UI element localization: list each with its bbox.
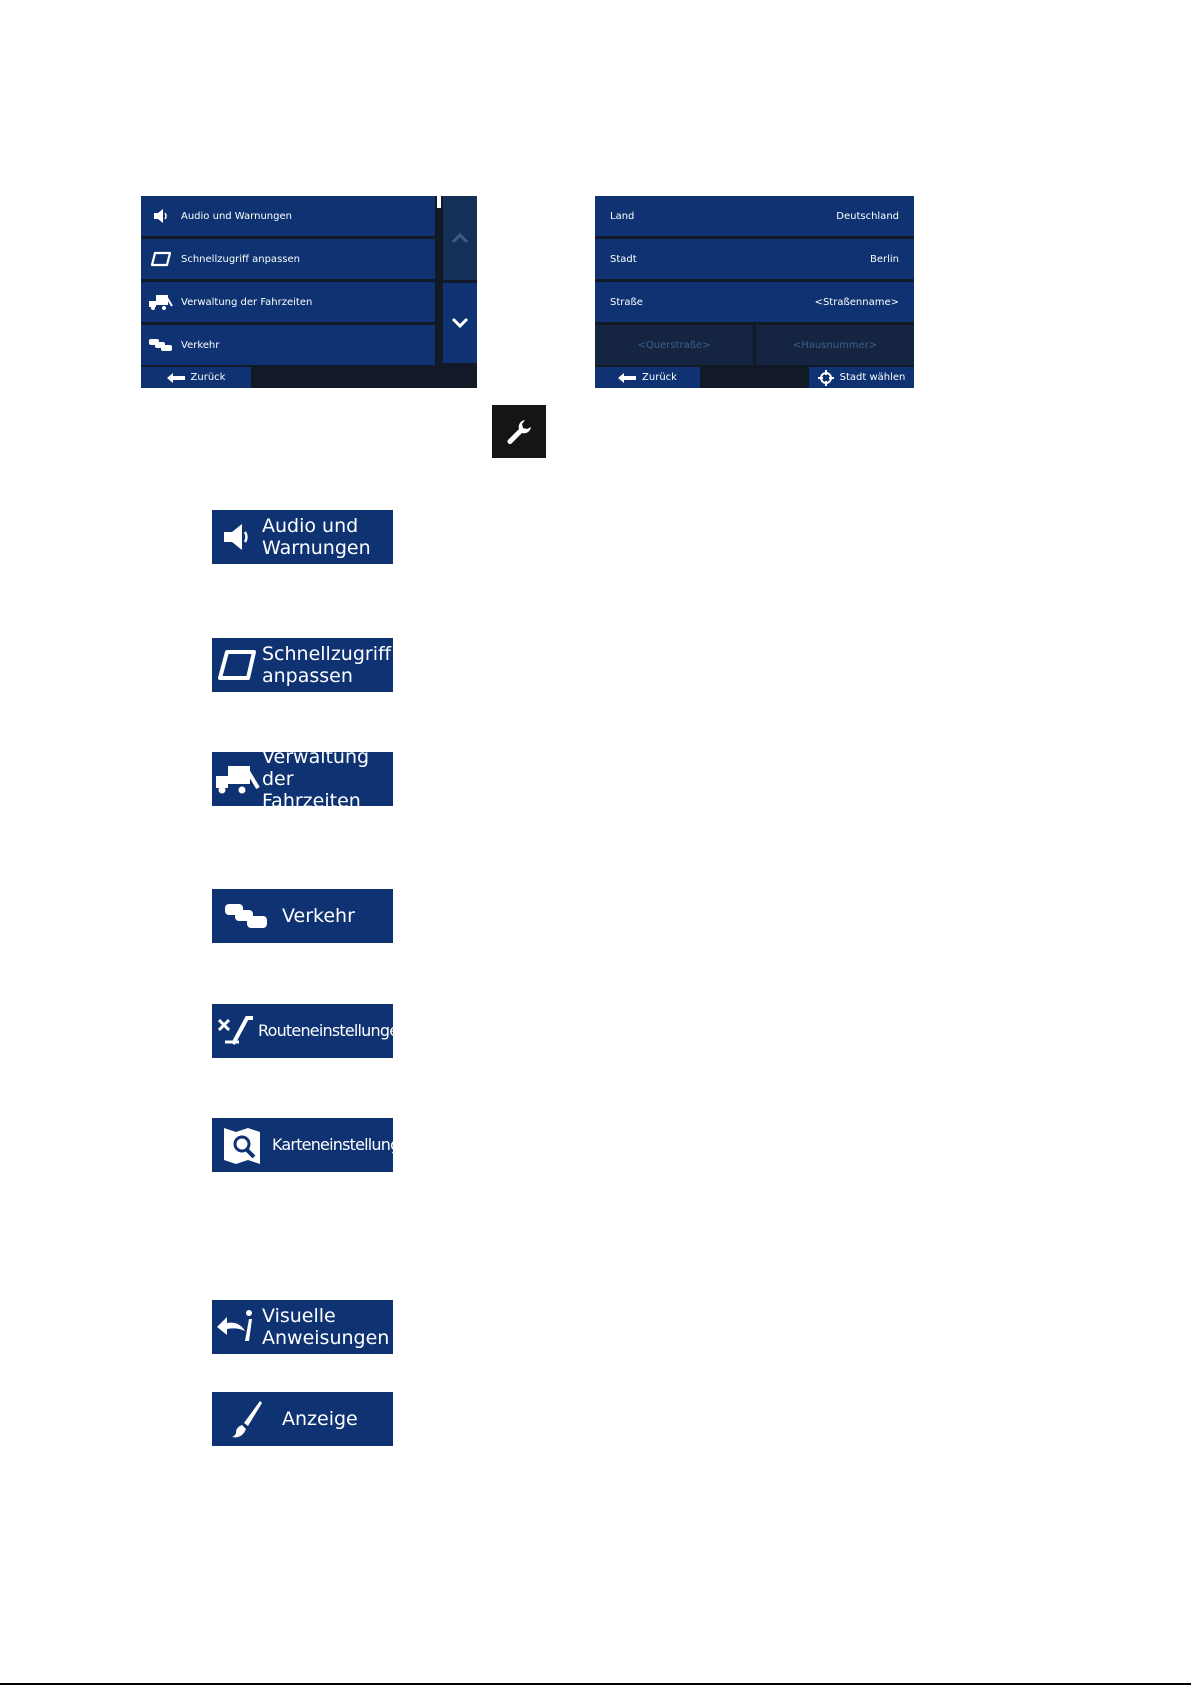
tile-label: Schnellzugriff anpassen (262, 643, 392, 687)
address-row-value: Deutschland (836, 210, 899, 222)
tile-route-settings (212, 1004, 408, 1058)
tile-visual-guidance (212, 1300, 393, 1354)
address-row-street[interactable] (595, 282, 914, 322)
menu-item-quick-access[interactable] (141, 239, 435, 279)
quick-access-icon (141, 251, 181, 267)
menu-item-label: Audio und Warnungen (181, 210, 292, 222)
truck-wrench-icon (212, 764, 262, 794)
tile-label: Verwaltung der Fahrzeiten (262, 746, 370, 812)
tile-label: Visuelle Anweisungen (262, 1305, 390, 1349)
scroll-down-button[interactable] (443, 283, 477, 363)
menu-item-label: Verwaltung der Fahrzeiten (181, 296, 313, 308)
menu-item-audio[interactable] (141, 196, 435, 236)
chevron-up-icon (451, 232, 469, 244)
visual-guidance-icon (212, 1307, 262, 1347)
tile-label: Anzeige (282, 1408, 358, 1430)
house-number-field (756, 325, 914, 365)
cross-street-field (595, 325, 753, 365)
chevron-down-icon (451, 317, 469, 329)
menu-item-label: Verkehr (181, 339, 220, 351)
scroll-up-button[interactable] (443, 196, 477, 280)
tile-audio-warnings (212, 510, 393, 564)
tile-label: Verkehr (282, 905, 355, 927)
wrench-icon (492, 405, 546, 458)
select-city-button[interactable] (809, 367, 914, 388)
select-city-label: Stadt wählen (839, 372, 906, 383)
crosshair-icon (818, 370, 834, 386)
brush-icon (212, 1399, 282, 1439)
truck-wrench-icon (141, 294, 181, 310)
address-row-label: Land (610, 210, 635, 222)
address-row-city[interactable] (595, 239, 914, 279)
traffic-cars-icon (141, 337, 181, 353)
address-row-value: <Straßenname> (814, 296, 899, 308)
cross-street-placeholder: <Querstraße> (637, 339, 711, 351)
tile-display (212, 1392, 393, 1446)
tile-traffic (212, 889, 393, 943)
speaker-icon (141, 209, 181, 223)
route-settings-icon (212, 1014, 258, 1048)
address-row-value: Berlin (869, 253, 899, 265)
back-button-label: Zurück (642, 372, 677, 383)
address-row-label: Straße (610, 296, 643, 308)
tile-map-settings (212, 1118, 418, 1172)
back-button[interactable] (595, 367, 700, 388)
map-settings-icon (212, 1124, 272, 1166)
back-button[interactable] (141, 367, 251, 388)
arrow-left-icon (618, 373, 636, 383)
tile-label: Audio und Warnungen (262, 515, 371, 559)
menu-item-label: Schnellzugriff anpassen (181, 253, 300, 265)
back-button-label: Zurück (190, 372, 226, 383)
quick-access-icon (212, 649, 262, 681)
address-entry-screen (595, 196, 914, 388)
tile-label: Routeneinstellungen (258, 1021, 408, 1040)
tile-driving-times (212, 746, 393, 812)
arrow-left-icon (167, 373, 185, 383)
address-row-label: Stadt (610, 253, 637, 265)
menu-item-driving-times[interactable] (141, 282, 435, 322)
house-number-placeholder: <Hausnummer> (792, 339, 878, 351)
tile-quick-access (212, 638, 393, 692)
settings-menu-screen (141, 196, 477, 388)
address-row-country[interactable] (595, 196, 914, 236)
scrollbar-thumb[interactable] (437, 196, 441, 208)
traffic-cars-icon (212, 900, 282, 932)
tile-label: Karteneinstellungen (272, 1135, 418, 1154)
menu-item-traffic[interactable] (141, 325, 435, 365)
speaker-icon (212, 523, 262, 551)
